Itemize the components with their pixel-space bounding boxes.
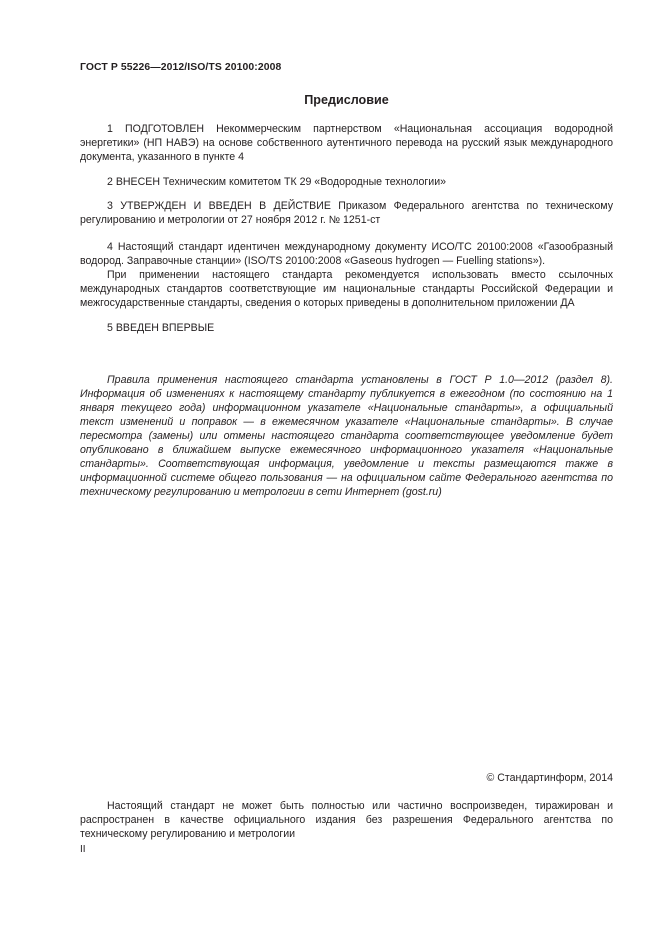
- application-rules-notice: Правила применения настоящего стандарта установлены в ГОСТ Р 1.0—2012 (раздел 8). Информация об изменениях к настоящему стандарту публикуется в ежегодном (по состоянию на 1 января текущего года) информационном указателе «Национальные стандарты», а официальный текст изменений и поправок — в ежемесячном указателе «Национальные стандарты». В случае пересмотра (замены) или отмены настоящего стандарта соответствующее уведомление будет опубликовано в ближайшем выпуске ежемесячного информационного указателя «Национальные стандарты». Соответствующая информация, уведомление и тексты размещаются также в информационной системе общего пользования — на официальном сайте Федерального агентства по техническому регулированию и метрологии в сети Интернет (gost.ru): [80, 374, 613, 498]
- foreword-item-2: 2 ВНЕСЕН Техническим комитетом ТК 29 «Водородные технологии»: [107, 176, 446, 188]
- foreword-title: Предисловие: [304, 93, 389, 107]
- reproduction-notice: Настоящий стандарт не может быть полностью или частично воспроизведен, тиражирован и распространен в качестве официального издания без разрешения Федерального агентства по техническому регулированию и метрологии: [80, 800, 613, 840]
- foreword-item-5: 5 ВВЕДЕН ВПЕРВЫЕ: [107, 322, 215, 334]
- foreword-item-4: 4 Настоящий стандарт идентичен международному документу ИСО/ТС 20100:2008 «Газообразный водород. Заправочные станции» (ISO/TS 20100:2008 «Gaseous hydrogen — Fuelling stations»).: [80, 241, 613, 267]
- copyright-line: © Стандартинформ, 2014: [486, 772, 613, 784]
- foreword-item-1: 1 ПОДГОТОВЛЕН Некоммерческим партнерством «Национальная ассоциация водородной энергетики» (НП НАВЭ) на основе собственного аутентичного перевода на русский язык международного документа, указанного в пункте 4: [80, 123, 613, 163]
- standard-code-header: ГОСТ Р 55226—2012/ISO/TS 20100:2008: [80, 62, 282, 73]
- foreword-item-4-note: При применении настоящего стандарта рекомендуется использовать вместо ссылочных международных стандартов соответствующие им национальные стандарты Российской Федерации и межгосударственные стандарты, сведения о которых приведены в дополнительном приложении ДА: [80, 269, 613, 309]
- foreword-item-3: 3 УТВЕРЖДЕН И ВВЕДЕН В ДЕЙСТВИЕ Приказом Федерального агентства по техническому регулированию и метрологии от 27 ноября 2012 г. № 1251-ст: [80, 200, 613, 226]
- page-number: II: [80, 844, 86, 855]
